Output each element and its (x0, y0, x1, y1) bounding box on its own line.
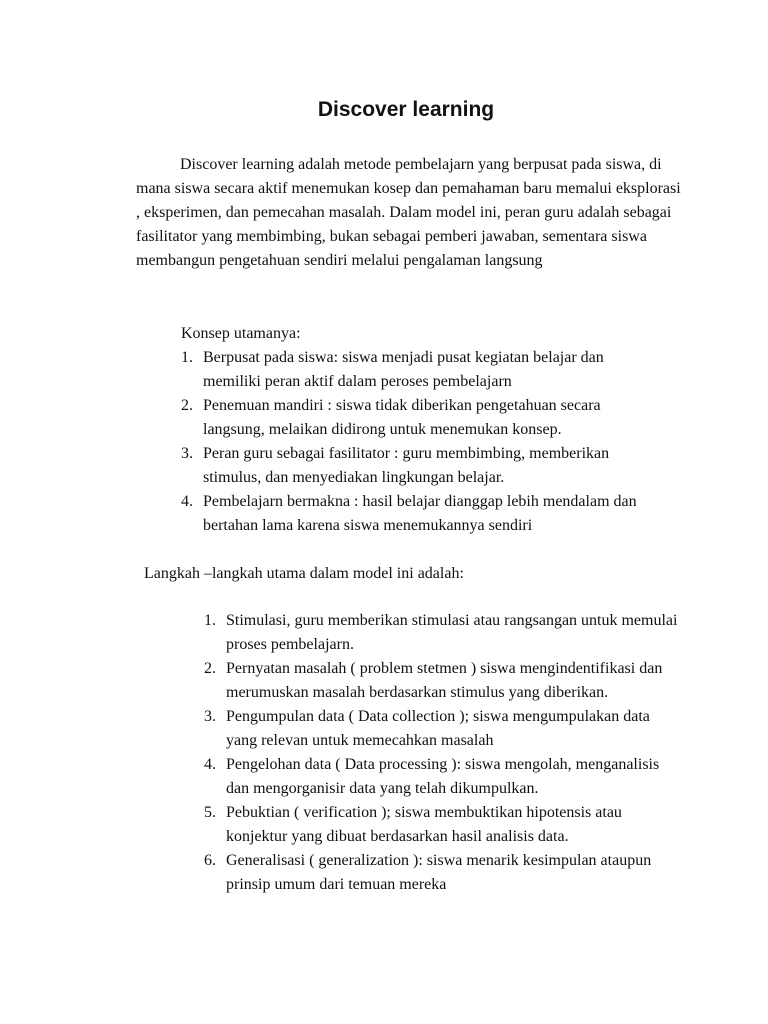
list-item (181, 442, 661, 490)
list-item-number: 2. (181, 397, 193, 414)
list-item (204, 609, 684, 657)
konsep-heading: Konsep utamanya: (181, 325, 301, 342)
langkah-heading: Langkah –langkah utama dalam model ini adalah: (144, 565, 464, 582)
list-item-number: 1. (181, 349, 193, 366)
list-item (204, 849, 684, 897)
list-item-number: 4. (204, 756, 216, 773)
list-item-text: Pengelohan data ( Data processing ): siswa mengolah, menganalisis dan mengorganisir data yang telah dikumpulkan. (226, 756, 660, 797)
list-item-text: Pembelajarn bermakna : hasil belajar dianggap lebih mendalam dan bertahan lama karena siswa menemukannya sendiri (203, 493, 637, 534)
list-item-text: Stimulasi, guru memberikan stimulasi atau rangsangan untuk memulai proses pembelajarn. (226, 612, 678, 653)
list-item-number: 3. (181, 445, 193, 462)
list-item (204, 753, 684, 801)
list-item (204, 801, 684, 849)
list-item (181, 490, 661, 538)
langkah-list (204, 609, 684, 897)
intro-paragraph: Discover learning adalah metode pembelajarn yang berpusat pada siswa, di mana siswa secara aktif menemukan kosep dan pemahaman baru memalui eksplorasi , eksperimen, dan pemecahan masalah. Dalam model ini, peran guru adalah sebagai fasilitator yang membimbing, bukan sebagai pemberi jawaban, sementara siswa membangun pengetahuan sendiri melalui pengalaman langsung (136, 156, 681, 269)
list-item-text: Pengumpulan data ( Data collection ); siswa mengumpulakan data yang relevan untuk memecahkan masalah (226, 708, 650, 749)
konsep-list (181, 346, 661, 538)
list-item-number: 3. (204, 708, 216, 725)
list-item (204, 705, 684, 753)
document-title: Discover learning (317, 98, 495, 121)
list-item (181, 346, 661, 394)
list-item-number: 5. (204, 804, 216, 821)
list-item-number: 1. (204, 612, 216, 629)
list-item-text: Berpusat pada siswa: siswa menjadi pusat kegiatan belajar dan memiliki peran aktif dalam peroses pembelajarn (203, 349, 604, 390)
list-item-text: Pernyatan masalah ( problem stetmen ) siswa mengindentifikasi dan merumuskan masalah berdasarkan stimulus yang diberikan. (226, 660, 663, 701)
list-item-number: 2. (204, 660, 216, 677)
list-item-text: Pebuktian ( verification ); siswa membuktikan hipotensis atau konjektur yang dibuat berdasarkan hasil analisis data. (226, 804, 622, 845)
list-item-text: Penemuan mandiri : siswa tidak diberikan pengetahuan secara langsung, melaikan didirong untuk menemukan konsep. (203, 397, 601, 438)
list-item (181, 394, 661, 442)
list-item-text: Generalisasi ( generalization ): siswa menarik kesimpulan ataupun prinsip umum dari temuan mereka (226, 852, 652, 893)
list-item-text: Peran guru sebagai fasilitator : guru membimbing, memberikan stimulus, dan menyediakan lingkungan belajar. (203, 445, 610, 486)
list-item-number: 6. (204, 852, 216, 869)
list-item-number: 4. (181, 493, 193, 510)
list-item (204, 657, 684, 705)
